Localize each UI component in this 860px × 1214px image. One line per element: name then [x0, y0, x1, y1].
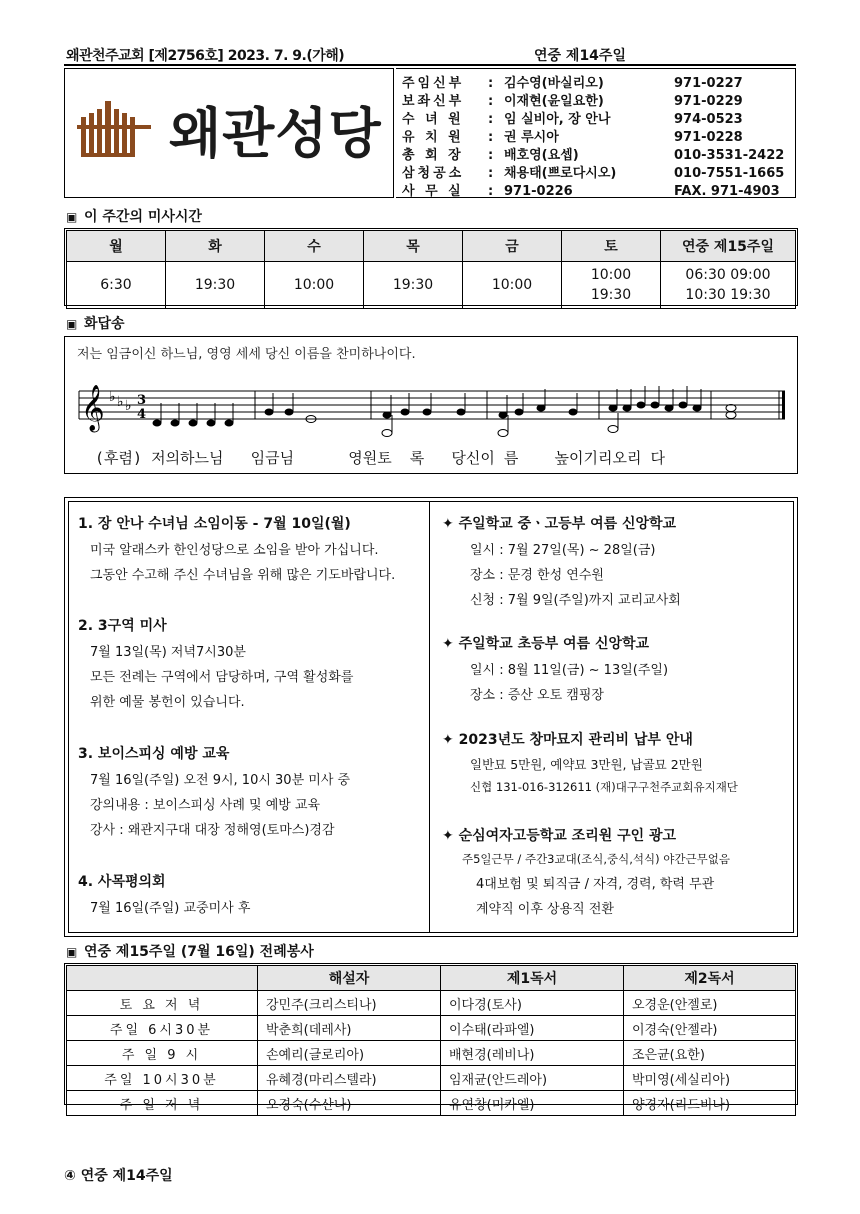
day-header: 토 — [562, 231, 661, 262]
table-header-row — [67, 231, 796, 262]
staff-name: 배호영(요셉) — [504, 148, 579, 163]
day-header: 목 — [364, 231, 463, 262]
staff-name: 김수영(바실리오) — [504, 76, 604, 91]
notice-title: ✦ 주일학교 초등부 여름 신앙학교 — [442, 636, 650, 652]
staff-phone: 971-0227 — [674, 76, 743, 91]
header-bar — [64, 42, 796, 66]
staff-phone: 010-7551-1665 — [674, 166, 785, 181]
staff-name: 971-0226 — [504, 184, 573, 199]
staff-phone: FAX. 971-4903 — [674, 184, 780, 199]
notice-line: 위한 예물 봉헌이 있습니다. — [90, 695, 245, 710]
heading-text: 이 주간의 미사시간 — [84, 209, 202, 225]
notice-line: 강사 : 왜관지구대 대장 정해영(토마스)경감 — [90, 823, 335, 838]
staff-name: 임 실비아, 장 안나 — [504, 112, 611, 127]
column-header: 제1독서 — [441, 966, 624, 991]
notice-right-3 — [442, 729, 792, 795]
column-header: 해설자 — [258, 966, 441, 991]
staff-role: 삼청공소 — [402, 166, 465, 181]
notice-title: 3. 보이스피싱 예방 교육 — [78, 746, 230, 762]
notice-right-2 — [442, 633, 790, 703]
staff-row: 사 무 실 : 971-0226 FAX. 971-4903 — [402, 180, 780, 198]
mass-slot: 토 요 저 녁 — [67, 991, 258, 1016]
page-footer: ④ 연중 제14주일 — [64, 1168, 173, 1184]
day-header: 연중 제15주일 — [661, 231, 796, 262]
staff-row: 주임신부 : 김수영(바실리오) 971-0227 — [402, 72, 743, 90]
staff-row: 총 회 장 : 배호영(요셉) 010-3531-2422 — [402, 144, 784, 162]
second-reader: 박미영(세실리아) — [624, 1066, 796, 1091]
notice-line: 7월 16일(주일) 오전 9시, 10시 30분 미사 중 — [90, 773, 351, 788]
svg-text:♭: ♭ — [125, 398, 132, 414]
staff-phone: 971-0229 — [674, 94, 743, 109]
notice-line: 그동안 수고해 주신 수녀님을 위해 많은 기도바랍니다. — [90, 568, 396, 583]
staff-phone: 971-0228 — [674, 130, 743, 145]
staff-role: 수 녀 원 — [402, 112, 464, 127]
notice-line: 미국 알래스카 한인성당으로 소임을 받아 가십니다. — [90, 543, 379, 558]
staff-phone: 974-0523 — [674, 112, 743, 127]
heading-text: 화답송 — [84, 316, 125, 332]
svg-text:♭: ♭ — [109, 389, 116, 405]
second-reader: 이경숙(안젤라) — [624, 1016, 796, 1041]
mass-slot: 주일 6시30분 — [67, 1016, 258, 1041]
table-row — [67, 1041, 796, 1066]
first-reader: 임재균(안드레아) — [441, 1066, 624, 1091]
liturgical-week: 연중 제14주일 — [534, 48, 626, 64]
square-bullet-icon: ▣ — [66, 317, 78, 331]
notice-line: 신협 131-016-312611 (재)대구구천주교회유지재단 — [470, 780, 738, 794]
notice-line: 모든 전례는 구역에서 담당하며, 구역 활성화를 — [90, 670, 354, 685]
staff-role: 보좌신부 — [402, 94, 465, 109]
staff-row: 보좌신부 : 이재현(윤일요한) 971-0229 — [402, 90, 743, 108]
notice-left-3 — [78, 743, 423, 838]
svg-text:♭: ♭ — [117, 394, 124, 410]
table-row — [67, 1016, 796, 1041]
day-header: 화 — [166, 231, 265, 262]
notice-title: 2. 3구역 미사 — [78, 618, 167, 634]
mass-slot: 주 일 9 시 — [67, 1041, 258, 1066]
staff-phone: 010-3531-2422 — [674, 148, 785, 163]
psalm-lyrics: (후렴) 저의하느님 임금님 영원토 록 당신이 름 높이기리오리 다 — [95, 449, 665, 467]
staff-role: 유 치 원 — [402, 130, 464, 145]
notice-line: 주5일근무 / 주간3교대(조식,중식,석식) 야간근무없음 — [462, 852, 730, 866]
notice-left-4 — [78, 871, 423, 916]
mass-time: 19:30 — [364, 262, 463, 309]
notice-line: 일시 : 8월 11일(금) ~ 13일(주일) — [470, 663, 669, 678]
notice-title: ✦ 주일학교 중ㆍ고등부 여름 신앙학교 — [442, 516, 677, 532]
notice-right-4 — [442, 825, 792, 917]
mass-time: 6:30 — [67, 262, 166, 309]
day-header: 금 — [463, 231, 562, 262]
table-row — [67, 991, 796, 1016]
notice-line: 7월 13일(목) 저녁7시30분 — [90, 645, 246, 660]
notice-line: 4대보험 및 퇴직금 / 자격, 경력, 학력 무관 — [476, 877, 715, 892]
first-reader: 이수태(라파엘) — [441, 1016, 624, 1041]
square-bullet-icon: ▣ — [66, 945, 78, 959]
table-row — [67, 1091, 796, 1116]
church-logo-icon — [77, 99, 157, 161]
table-header-row — [67, 966, 796, 991]
mass-section-heading — [66, 206, 202, 226]
notice-line: 일반묘 5만원, 예약묘 3만원, 납골묘 2만원 — [470, 757, 703, 772]
notice-line: 신청 : 7월 9일(주일)까지 교리교사회 — [470, 593, 681, 608]
staff-role: 총 회 장 — [402, 148, 464, 163]
notice-title: ✦ 순심여자고등학교 조리원 구인 광고 — [442, 828, 677, 844]
staff-row: 수 녀 원 : 임 실비아, 장 안나 974-0523 — [402, 108, 743, 126]
psalm-refrain-text: 저는 임금이신 하느님, 영영 세세 당신 이름을 찬미하나이다. — [77, 347, 416, 362]
commentator: 손예리(글로리아) — [258, 1041, 441, 1066]
day-header: 수 — [265, 231, 364, 262]
service-section-heading — [66, 941, 314, 961]
notice-line: 일시 : 7월 27일(목) ~ 28일(금) — [470, 543, 656, 558]
logo-box — [64, 68, 394, 198]
second-reader: 양경자(리드비나) — [624, 1091, 796, 1116]
parish-name: 왜관성당 — [169, 101, 382, 165]
day-header: 월 — [67, 231, 166, 262]
staff-name: 이재현(윤일요한) — [504, 94, 604, 109]
svg-text:4: 4 — [137, 407, 147, 422]
staff-row: 삼청공소 : 채용태(쁘로다시오) 010-7551-1665 — [402, 162, 784, 180]
notice-left-2 — [78, 615, 423, 710]
liturgy-service-table — [66, 965, 796, 1116]
notice-right-1 — [442, 513, 790, 608]
second-reader: 오경운(안젤로) — [624, 991, 796, 1016]
staff-name: 권 루시아 — [504, 130, 559, 145]
mass-time: 10:00 — [265, 262, 364, 309]
notice-line: 계약직 이후 상용직 전환 — [476, 902, 614, 917]
mass-slot: 주일 10시30분 — [67, 1066, 258, 1091]
notice-line: 강의내용 : 보이스피싱 사례 및 예방 교육 — [90, 798, 321, 813]
notice-title: 4. 사목평의회 — [78, 874, 166, 890]
commentator: 오경숙(수산나) — [258, 1091, 441, 1116]
staff-row: 유 치 원 : 권 루시아 971-0228 — [402, 126, 743, 144]
notice-line: 장소 : 문경 한성 연수원 — [470, 568, 604, 583]
staff-role: 주임신부 — [402, 76, 465, 91]
notice-left-1 — [78, 513, 423, 583]
mass-time: 10:00 19:30 — [562, 262, 661, 309]
mass-schedule-table — [66, 230, 796, 309]
svg-text:𝄞: 𝄞 — [81, 385, 105, 431]
bulletin-issue: 왜관천주교회 [제2756호] 2023. 7. 9.(가해) — [66, 48, 345, 64]
table-row — [67, 262, 796, 309]
first-reader: 이다경(토사) — [441, 991, 624, 1016]
svg-text:3: 3 — [137, 393, 147, 408]
notice-line: 장소 : 증산 오토 캠핑장 — [470, 688, 604, 703]
staff-role: 사 무 실 — [402, 184, 464, 199]
mass-time: 19:30 — [166, 262, 265, 309]
mass-time: 10:00 — [463, 262, 562, 309]
notices-divider — [429, 501, 430, 933]
heading-text: 연중 제15주일 (7월 16일) 전례봉사 — [84, 944, 314, 960]
square-bullet-icon: ▣ — [66, 210, 78, 224]
commentator: 유혜경(마리스텔라) — [258, 1066, 441, 1091]
column-header: 제2독서 — [624, 966, 796, 991]
second-reader: 조은균(요한) — [624, 1041, 796, 1066]
table-row — [67, 1066, 796, 1091]
mass-time: 06:30 09:00 10:30 19:30 — [661, 262, 796, 309]
first-reader: 배현경(레비나) — [441, 1041, 624, 1066]
music-staff-icon — [75, 373, 789, 445]
commentator: 박춘희(데레사) — [258, 1016, 441, 1041]
staff-name: 채용태(쁘로다시오) — [504, 166, 617, 181]
first-reader: 유연창(미카엘) — [441, 1091, 624, 1116]
column-header — [67, 966, 258, 991]
mass-slot: 주 일 저 녁 — [67, 1091, 258, 1116]
staff-directory — [396, 68, 796, 198]
notice-title: 1. 장 안나 수녀님 소임이동 - 7월 10일(월) — [78, 516, 351, 532]
notice-title: ✦ 2023년도 창마묘지 관리비 납부 안내 — [442, 732, 693, 748]
psalm-section-heading — [66, 313, 125, 333]
psalm-box — [64, 336, 798, 474]
commentator: 강민주(크리스티나) — [258, 991, 441, 1016]
notice-line: 7월 16일(주일) 교중미사 후 — [90, 901, 251, 916]
